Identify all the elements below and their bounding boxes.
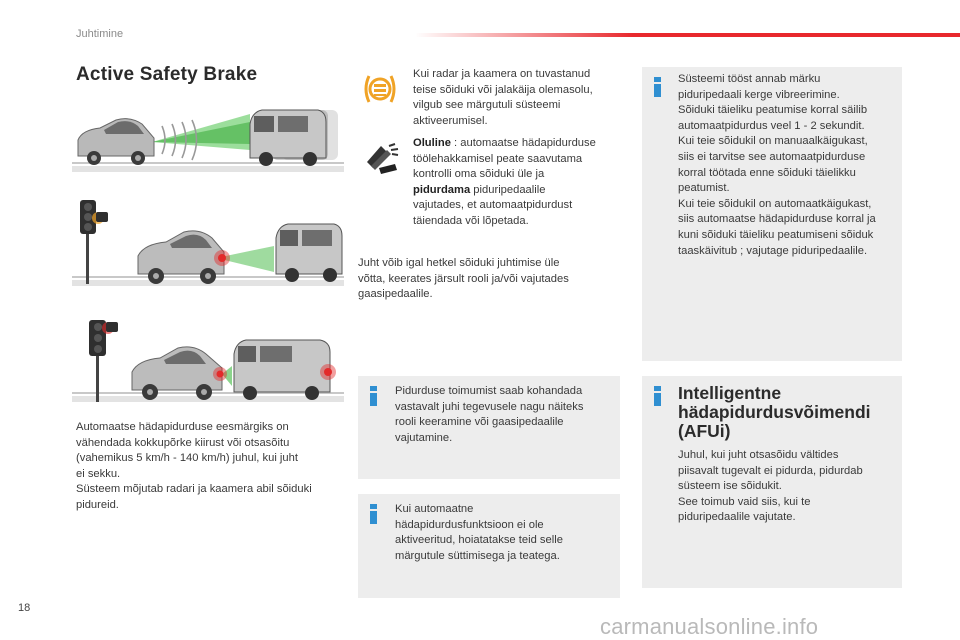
text-line: vastavalt juhi tegevusele nagu näiteks bbox=[395, 400, 584, 413]
important-label: Oluline bbox=[413, 137, 451, 149]
text-line: märgutule süttimisega ja teatega. bbox=[395, 549, 560, 562]
text-line: aktiveeritud, hoiatatakse teid selle bbox=[395, 534, 563, 547]
illustration-emergency-stop bbox=[72, 316, 344, 406]
illustration-braking-warning bbox=[72, 196, 344, 292]
page-title: Active Safety Brake bbox=[76, 64, 258, 85]
text-line: vajutades, et automaatpidurdust bbox=[413, 199, 573, 212]
text-line: piduripedaalile vajutate. bbox=[678, 511, 796, 524]
text-line: täiendada või lõpetada. bbox=[413, 214, 529, 227]
note-box-system-operation bbox=[642, 67, 902, 361]
text-line: See toimub vaid siis, kui te bbox=[678, 495, 811, 508]
text-line: vajutamine. bbox=[395, 431, 453, 444]
text-line bbox=[413, 183, 628, 199]
title-line: hädapidurdusvõimendi bbox=[678, 402, 871, 422]
driver-override-text bbox=[358, 256, 623, 303]
text-line: siis automaatse hädapidurduse korral ja bbox=[678, 213, 876, 226]
text-line: Süsteem mõjutab radari ja kaamera abil sõiduki bbox=[76, 483, 312, 496]
text-line: siis ei tarvitse see automaatpidurduse bbox=[678, 150, 866, 163]
section-label: Juhtimine bbox=[76, 28, 124, 40]
text-line: teise sõiduki või jalakäija olemasolu, bbox=[413, 83, 593, 96]
text-line: pidureid. bbox=[76, 498, 119, 511]
text-line: võtta, keerates järsult rooli ja/või vajutades bbox=[358, 272, 569, 285]
text-line: aktiveerumisel. bbox=[413, 114, 488, 127]
text-line: töölehakkamisel peate saavutama bbox=[413, 152, 583, 165]
text-line bbox=[413, 136, 628, 152]
note-box-afu bbox=[642, 376, 902, 588]
text-line: Kui teie sõidukil on automaatkäigukast, bbox=[678, 197, 872, 210]
text-line: piduripedaali kerge vibreerimine. bbox=[678, 88, 840, 101]
text-line: korral töötada enne sõiduki täielikku bbox=[678, 166, 856, 179]
text-line: Kui automaatne bbox=[395, 503, 474, 515]
afu-title bbox=[678, 384, 900, 441]
text-line: Juht võib igal hetkel sõiduki juhtimise üle bbox=[358, 257, 560, 269]
text-line: vilgub see märgutuli süsteemi bbox=[413, 99, 561, 112]
text-segment: : automaatse hädapidurduse bbox=[450, 137, 596, 149]
text-line: automaatpidurdus veel 1 - 2 sekundit. bbox=[678, 119, 865, 132]
header-accent-rule bbox=[415, 33, 960, 37]
emphasis-word: pidurdama bbox=[413, 183, 471, 196]
text-line: gaasipedaalile. bbox=[358, 288, 433, 301]
note-text bbox=[395, 384, 615, 446]
note-box-braking-adjustment bbox=[358, 376, 620, 479]
text-line: Kui teie sõidukil on manuaalkäigukast, bbox=[678, 135, 868, 148]
text-segment: piduripedaalile bbox=[470, 183, 546, 196]
note-box-function-not-activated bbox=[358, 494, 620, 598]
important-text bbox=[413, 136, 628, 230]
note-text bbox=[678, 72, 900, 259]
text-line: kuni sõiduki täieliku peatumiseni sõiduk bbox=[678, 228, 874, 241]
text-line: süsteem ise sõidukit. bbox=[678, 480, 782, 493]
warning-light-text bbox=[413, 67, 623, 129]
watermark: carmanualsonline.info bbox=[600, 614, 819, 639]
illustration-radar-detection bbox=[72, 104, 344, 178]
foot-on-pedal-icon bbox=[361, 140, 401, 180]
text-line: ei sekku. bbox=[76, 467, 121, 480]
text-line: hädapidurdusfunktsioon ei ole bbox=[395, 518, 544, 531]
note-text bbox=[395, 502, 615, 564]
text-line: peatumist. bbox=[678, 182, 730, 195]
text-line: (vahemikus 5 km/h - 140 km/h) juhul, kui juht bbox=[76, 452, 298, 465]
text-line: kontrolli oma sõiduki üle ja bbox=[413, 168, 545, 181]
afu-text bbox=[678, 448, 900, 526]
text-line: Sõiduki täieliku peatumise korral säilib bbox=[678, 104, 868, 117]
page-number: 18 bbox=[18, 602, 31, 614]
text-line: rooli keeramine või gaasipedaalile bbox=[395, 416, 564, 429]
text-line: vähendada kokkupõrke kiirust või otsasõitu bbox=[76, 436, 290, 449]
title-line: (AFUi) bbox=[678, 421, 731, 441]
title-line: Intelligentne bbox=[678, 383, 782, 403]
text-line: Süsteemi tööst annab märku bbox=[678, 73, 821, 85]
text-line: Juhul, kui juht otsasõidu vältides bbox=[678, 449, 839, 461]
text-line: Pidurduse toimumist saab kohandada bbox=[395, 385, 583, 397]
text-line: taaskäivitub ; vajutage piduripedaalile. bbox=[678, 244, 868, 257]
brake-warning-light-icon bbox=[361, 72, 399, 106]
text-line: Kui radar ja kaamera on tuvastanud bbox=[413, 68, 591, 80]
text-line: piisavalt tugevalt ei pidurda, pidurdab bbox=[678, 464, 863, 477]
text-line: Automaatse hädapidurduse eesmärgiks on bbox=[76, 421, 289, 433]
intro-text bbox=[76, 420, 356, 514]
